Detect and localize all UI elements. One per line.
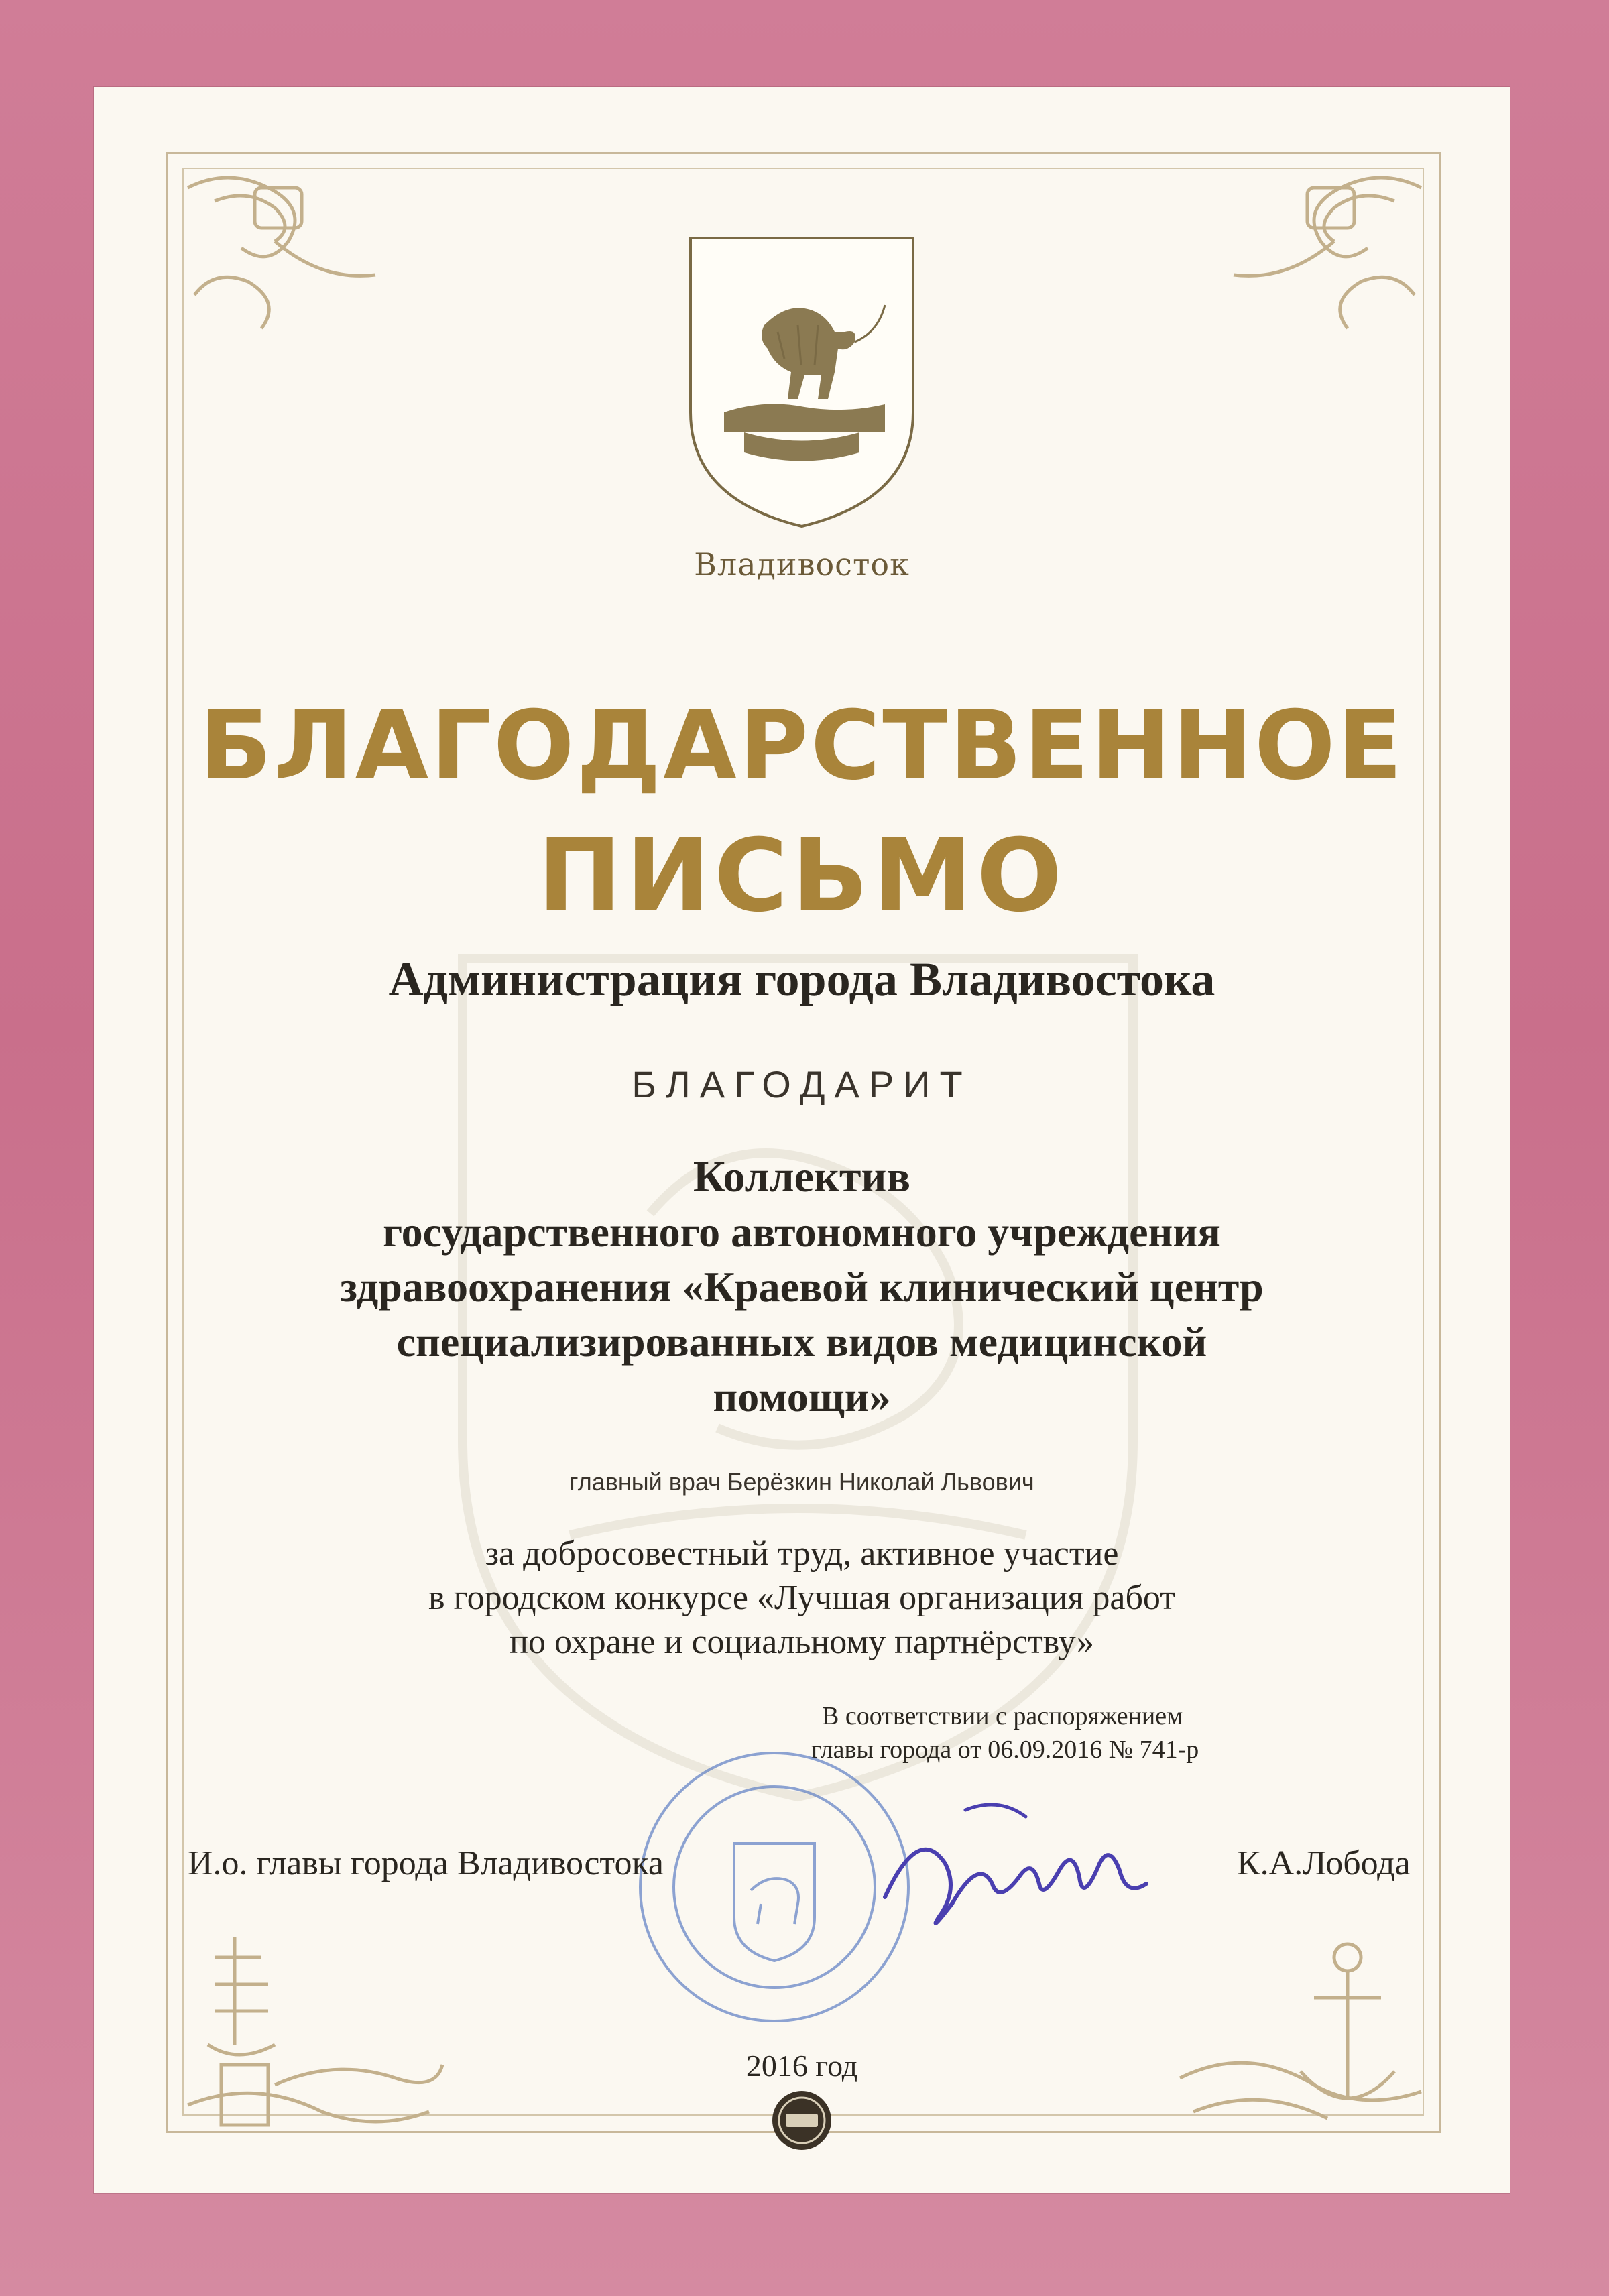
recipient-line: специализированных видов медицинской (396, 1318, 1207, 1366)
order-line: В соответствии с распоряжением (822, 1702, 1183, 1730)
signer-name: К.А.Лобода (1237, 1844, 1411, 1882)
coat-of-arms-caption: Владивосток (694, 546, 910, 583)
certificate-sheet (94, 87, 1510, 2193)
ship-ornament-icon (174, 1911, 456, 2138)
anniversary-medal-icon (770, 2088, 834, 2153)
issuer-name: Администрация города Владивостока (388, 953, 1215, 1006)
certificate-title-line-1: БЛАГОДАРСТВЕННОЕ (199, 690, 1405, 801)
certificate-title-line-2: ПИСЬМО (537, 818, 1067, 934)
anchor-ornament-icon (1167, 1911, 1435, 2138)
reason-line: по охране и социальному партнёрству» (510, 1623, 1094, 1661)
chief-physician: главный врач Берёзкин Николай Львович (569, 1468, 1034, 1496)
reason-line: за добросовестный труд, активное участие (485, 1534, 1119, 1573)
issue-year: 2016 год (746, 2049, 858, 2083)
order-line: главы города от 06.09.2016 № 741-р (811, 1736, 1199, 1764)
thanks-verb: БЛАГОДАРИТ (632, 1063, 972, 1105)
handwritten-signature (865, 1783, 1173, 1957)
recipient-line: государственного автономного учреждения (383, 1208, 1221, 1256)
recipient-line: Коллектив (693, 1152, 911, 1201)
recipient-block (94, 1150, 1510, 1425)
reason-block (94, 1532, 1510, 1665)
signer-position: И.о. главы города Владивостока (188, 1844, 664, 1882)
reason-line: в городском конкурсе «Лучшая организация работ (428, 1579, 1175, 1617)
corner-ornament-top-right (1213, 161, 1435, 369)
corner-ornament-top-left (174, 161, 396, 369)
recipient-line: помощи» (713, 1373, 891, 1421)
recipient-line: здравоохранения «Краевой клинический центр (340, 1263, 1264, 1311)
vladivostok-coat-of-arms-icon (684, 231, 920, 533)
